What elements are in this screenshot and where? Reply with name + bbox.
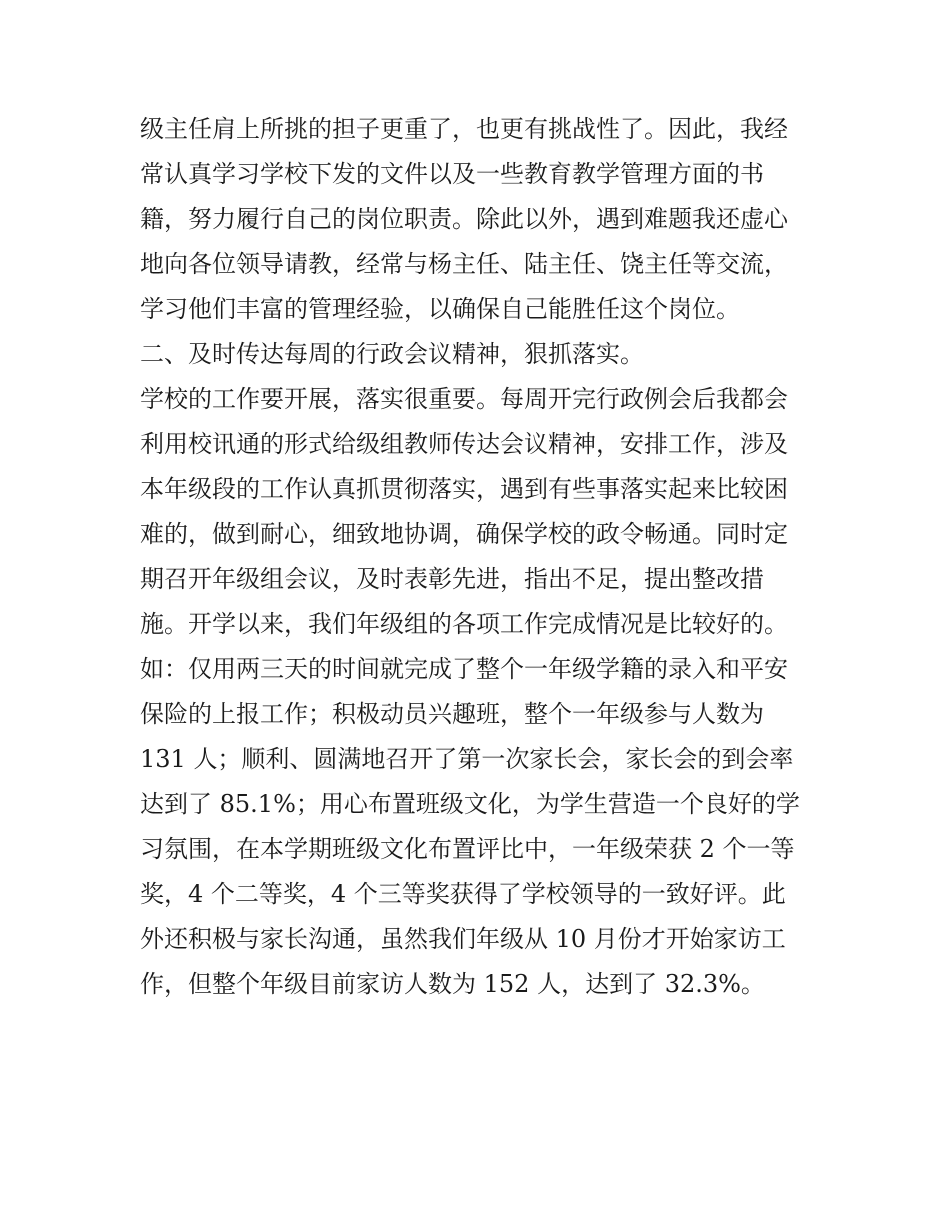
text-line: 保险的上报工作；积极动员兴趣班，整个一年级参与人数为 <box>140 700 764 728</box>
text-line: 作，但整个年级目前家访人数为 152 人，达到了 32.3%。 <box>140 970 765 998</box>
text-line: 地向各位领导请教，经常与杨主任、陆主任、饶主任等交流， <box>140 250 788 278</box>
text-line: 外还积极与家长沟通，虽然我们年级从 10 月份才开始家访工 <box>140 925 786 953</box>
text-line: 如：仅用两三天的时间就完成了整个一年级学籍的录入和平安 <box>140 655 788 683</box>
text-line: 习氛围，在本学期班级文化布置评比中，一年级荣获 2 个一等 <box>140 835 795 863</box>
text-line: 常认真学习学校下发的文件以及一些教育教学管理方面的书 <box>140 160 764 188</box>
text-line: 131 人；顺利、圆满地召开了第一次家长会，家长会的到会率 <box>140 745 794 773</box>
text-line: 级主任肩上所挑的担子更重了，也更有挑战性了。因此，我经 <box>140 115 788 143</box>
text-line: 期召开年级组会议，及时表彰先进，指出不足，提出整改措 <box>140 565 764 593</box>
text-line: 奖，4 个二等奖，4 个三等奖获得了学校领导的一致好评。此 <box>140 880 786 908</box>
text-line: 利用校讯通的形式给级组教师传达会议精神，安排工作，涉及 <box>140 430 788 458</box>
body-text <box>140 107 830 1007</box>
text-line: 达到了 85.1%；用心布置班级文化，为学生营造一个良好的学 <box>140 790 800 818</box>
section-heading: 二、及时传达每周的行政会议精神，狠抓落实。 <box>140 340 644 368</box>
text-line: 施。开学以来，我们年级组的各项工作完成情况是比较好的。 <box>140 610 788 638</box>
text-line: 学校的工作要开展，落实很重要。每周开完行政例会后我都会 <box>140 385 788 413</box>
text-line: 籍，努力履行自己的岗位职责。除此以外，遇到难题我还虚心 <box>140 205 788 233</box>
text-line: 难的，做到耐心，细致地协调，确保学校的政令畅通。同时定 <box>140 520 788 548</box>
text-line: 学习他们丰富的管理经验，以确保自己能胜任这个岗位。 <box>140 295 740 323</box>
text-line: 本年级段的工作认真抓贯彻落实，遇到有些事落实起来比较困 <box>140 475 788 503</box>
